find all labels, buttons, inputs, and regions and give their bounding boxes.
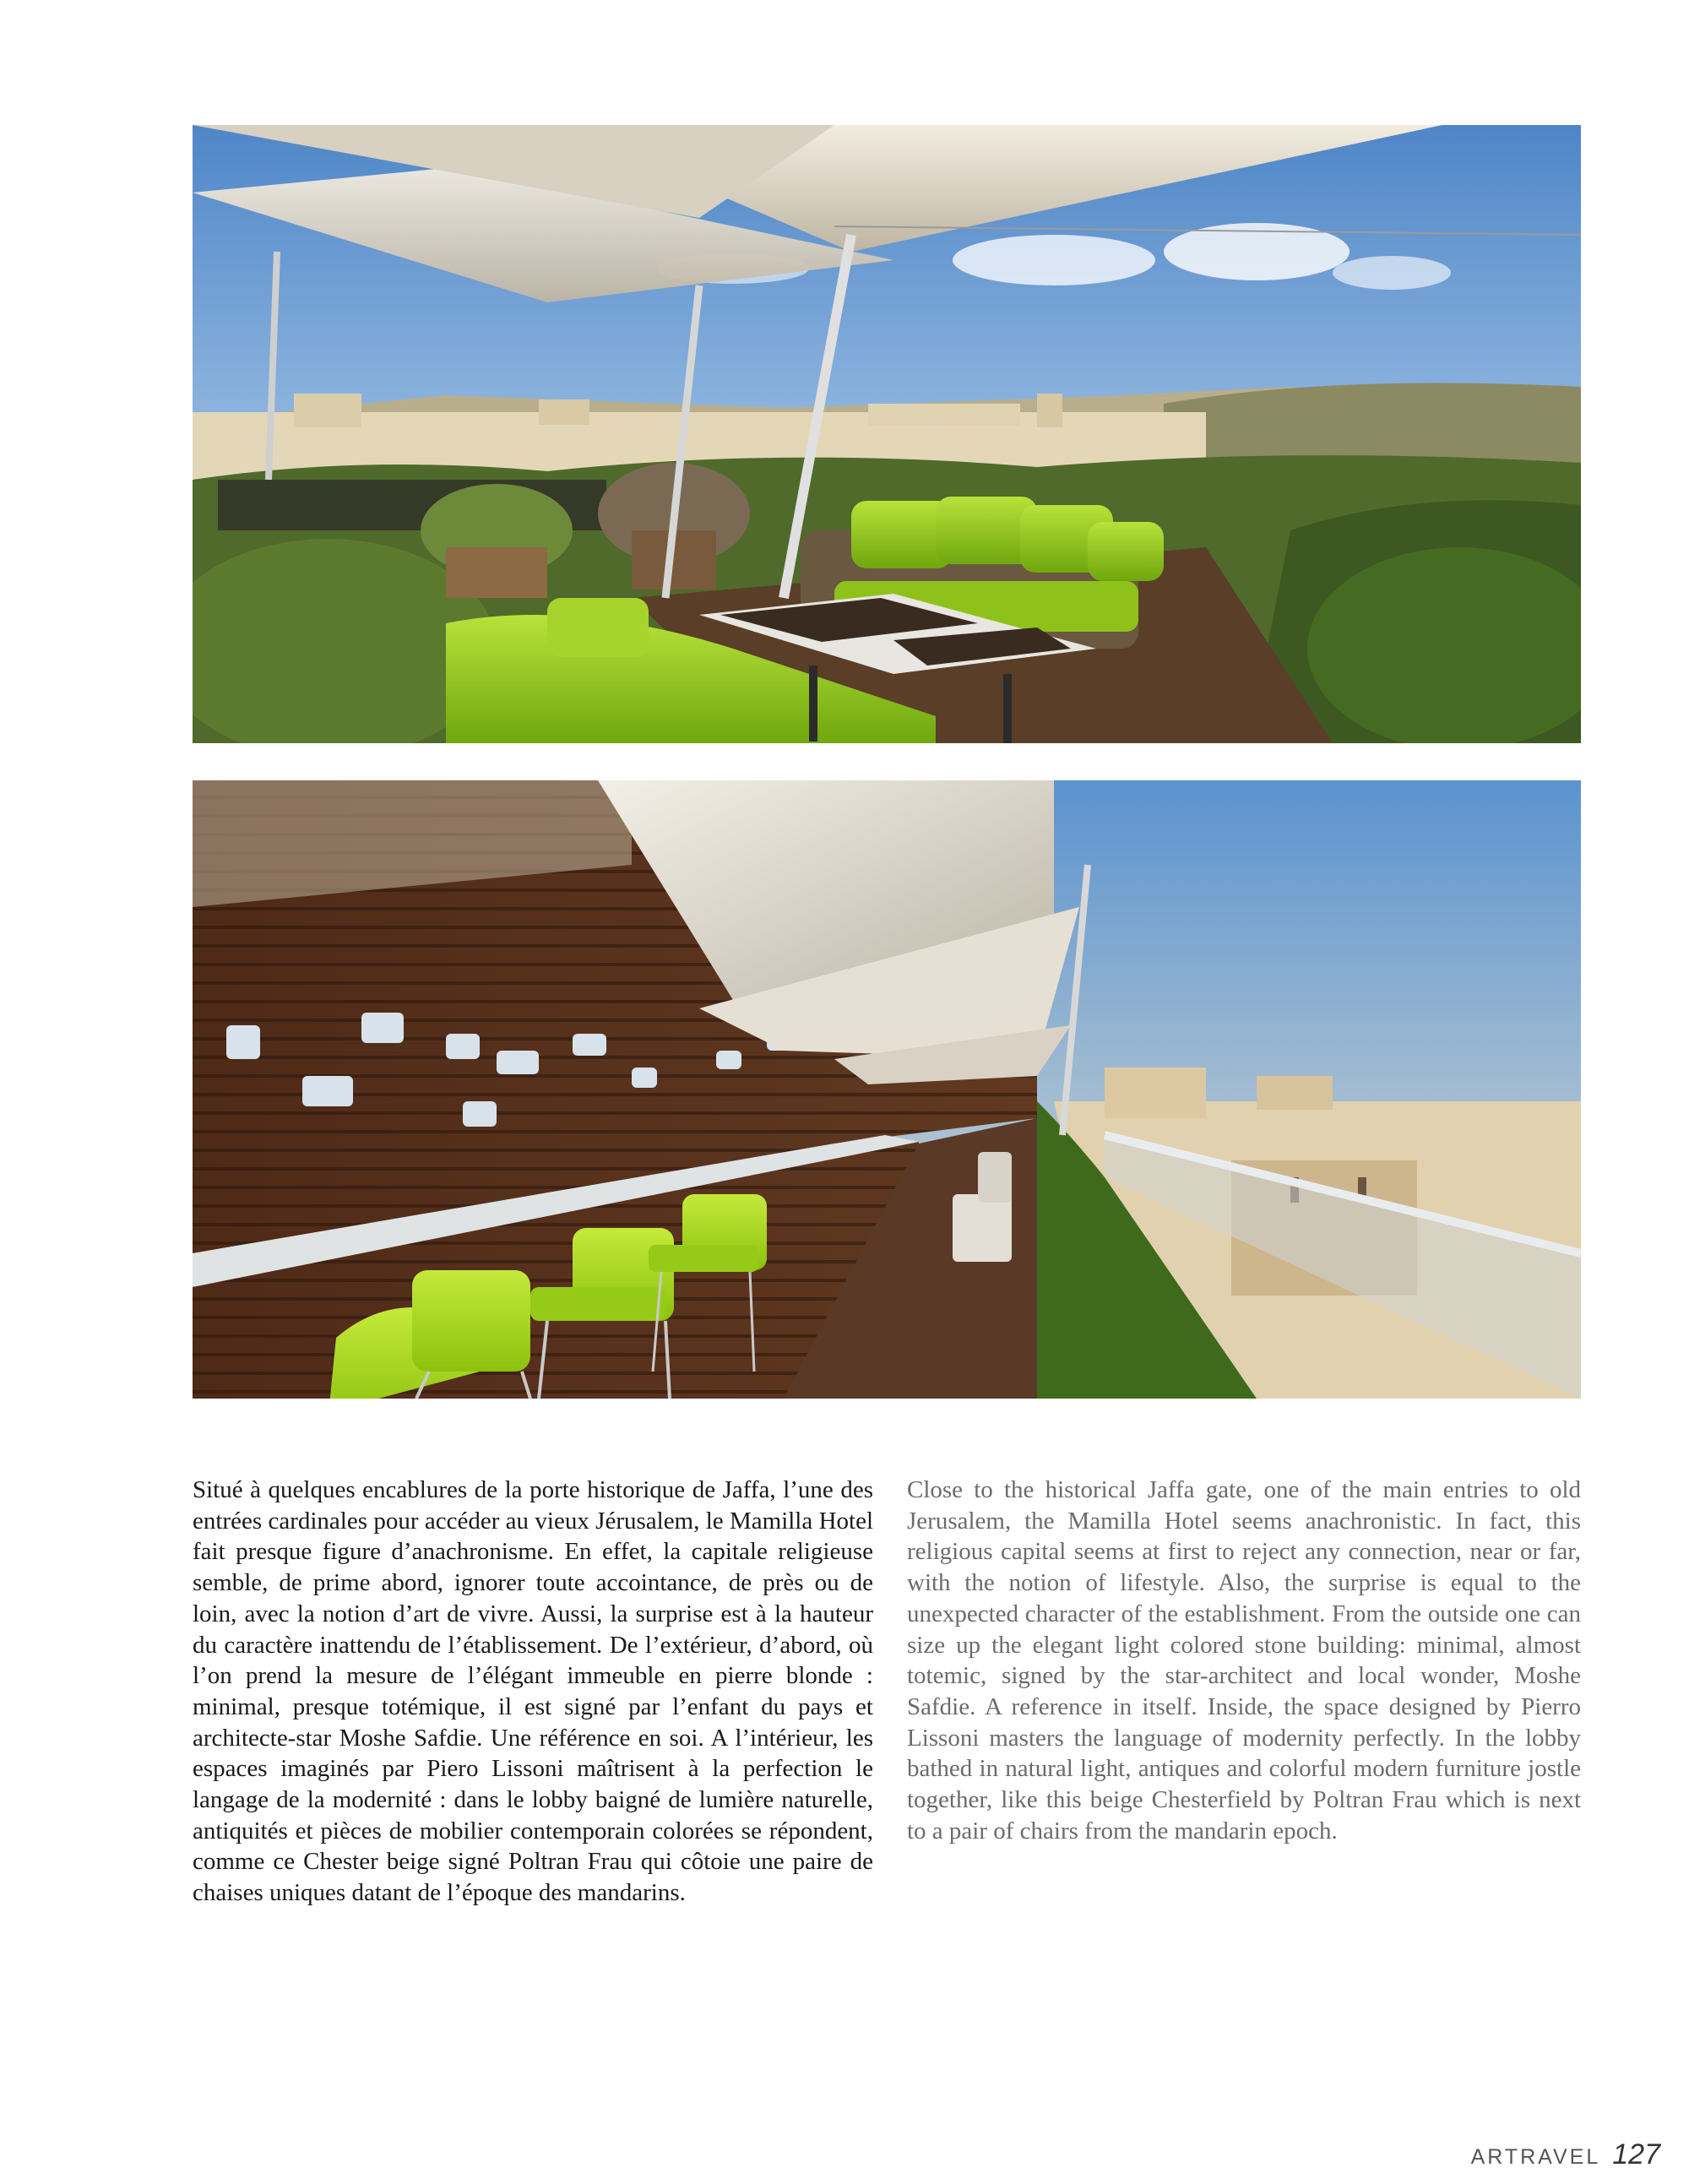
magazine-name: ARTRAVEL: [1470, 2145, 1601, 2169]
rooftop-terrace-illustration: [193, 125, 1581, 743]
page-footer: [1471, 2138, 1660, 2172]
page-number: 127: [1612, 2138, 1660, 2170]
photo-rooftop-bar: [193, 780, 1581, 1399]
body-text-french: Situé à quelques encablures de la porte historique de Jaffa, l’une des entrées cardinales pour accéder au vieux Jérusalem, le Mamilla Hotel fait presque figure d’anachronisme. En effet, la capitale religieuse semble, de prime abord, ignorer toute accointance, de près ou de loin, avec la notion d’art de vivre. Aussi, la surprise est à la hauteur du caractère inattendu de l’établissement. De l’extérieur, d’abord, où l’on prend la mesure de l’élégant immeuble en pierre blonde : minimal, presque totémique, il est signé par l’enfant du pays et architecte-star Moshe Safdie. Une référence en soi. A l’intérieur, les espaces imaginés par Piero Lissoni maîtrisent à la perfection le langage de la modernité : dans le lobby baigné de lumière naturelle, antiquités et pièces de mobilier contemporain colorées se répondent, comme ce Chester beige signé Poltran Frau qui côtoie une paire de chaises uniques datant de l’époque des mandarins.: [193, 1476, 873, 1907]
rooftop-bar-illustration: [193, 780, 1581, 1399]
photo-rooftop-terrace: [193, 125, 1581, 743]
body-text-english: Close to the historical Jaffa gate, one of the main entries to old Jerusalem, the Mamilla Hotel seems anachronistic. In fact, this religious capital seems at first to reject any connection, near or far, with the notion of lifestyle. Also, the surprise is equal to the unexpected character of the establishment. From the outside one can size up the elegant light colored stone building: minimal, almost totemic, signed by the star-architect and local wonder, Moshe Safdie. A reference in itself. Inside, the space designed by Pierro Lissoni masters the language of modernity perfectly. In the lobby bathed in natural light, antiques and colorful modern furniture jostle together, like this beige Chesterfield by Poltran Frau which is next to a pair of chairs from the mandarin epoch.: [907, 1476, 1581, 1844]
